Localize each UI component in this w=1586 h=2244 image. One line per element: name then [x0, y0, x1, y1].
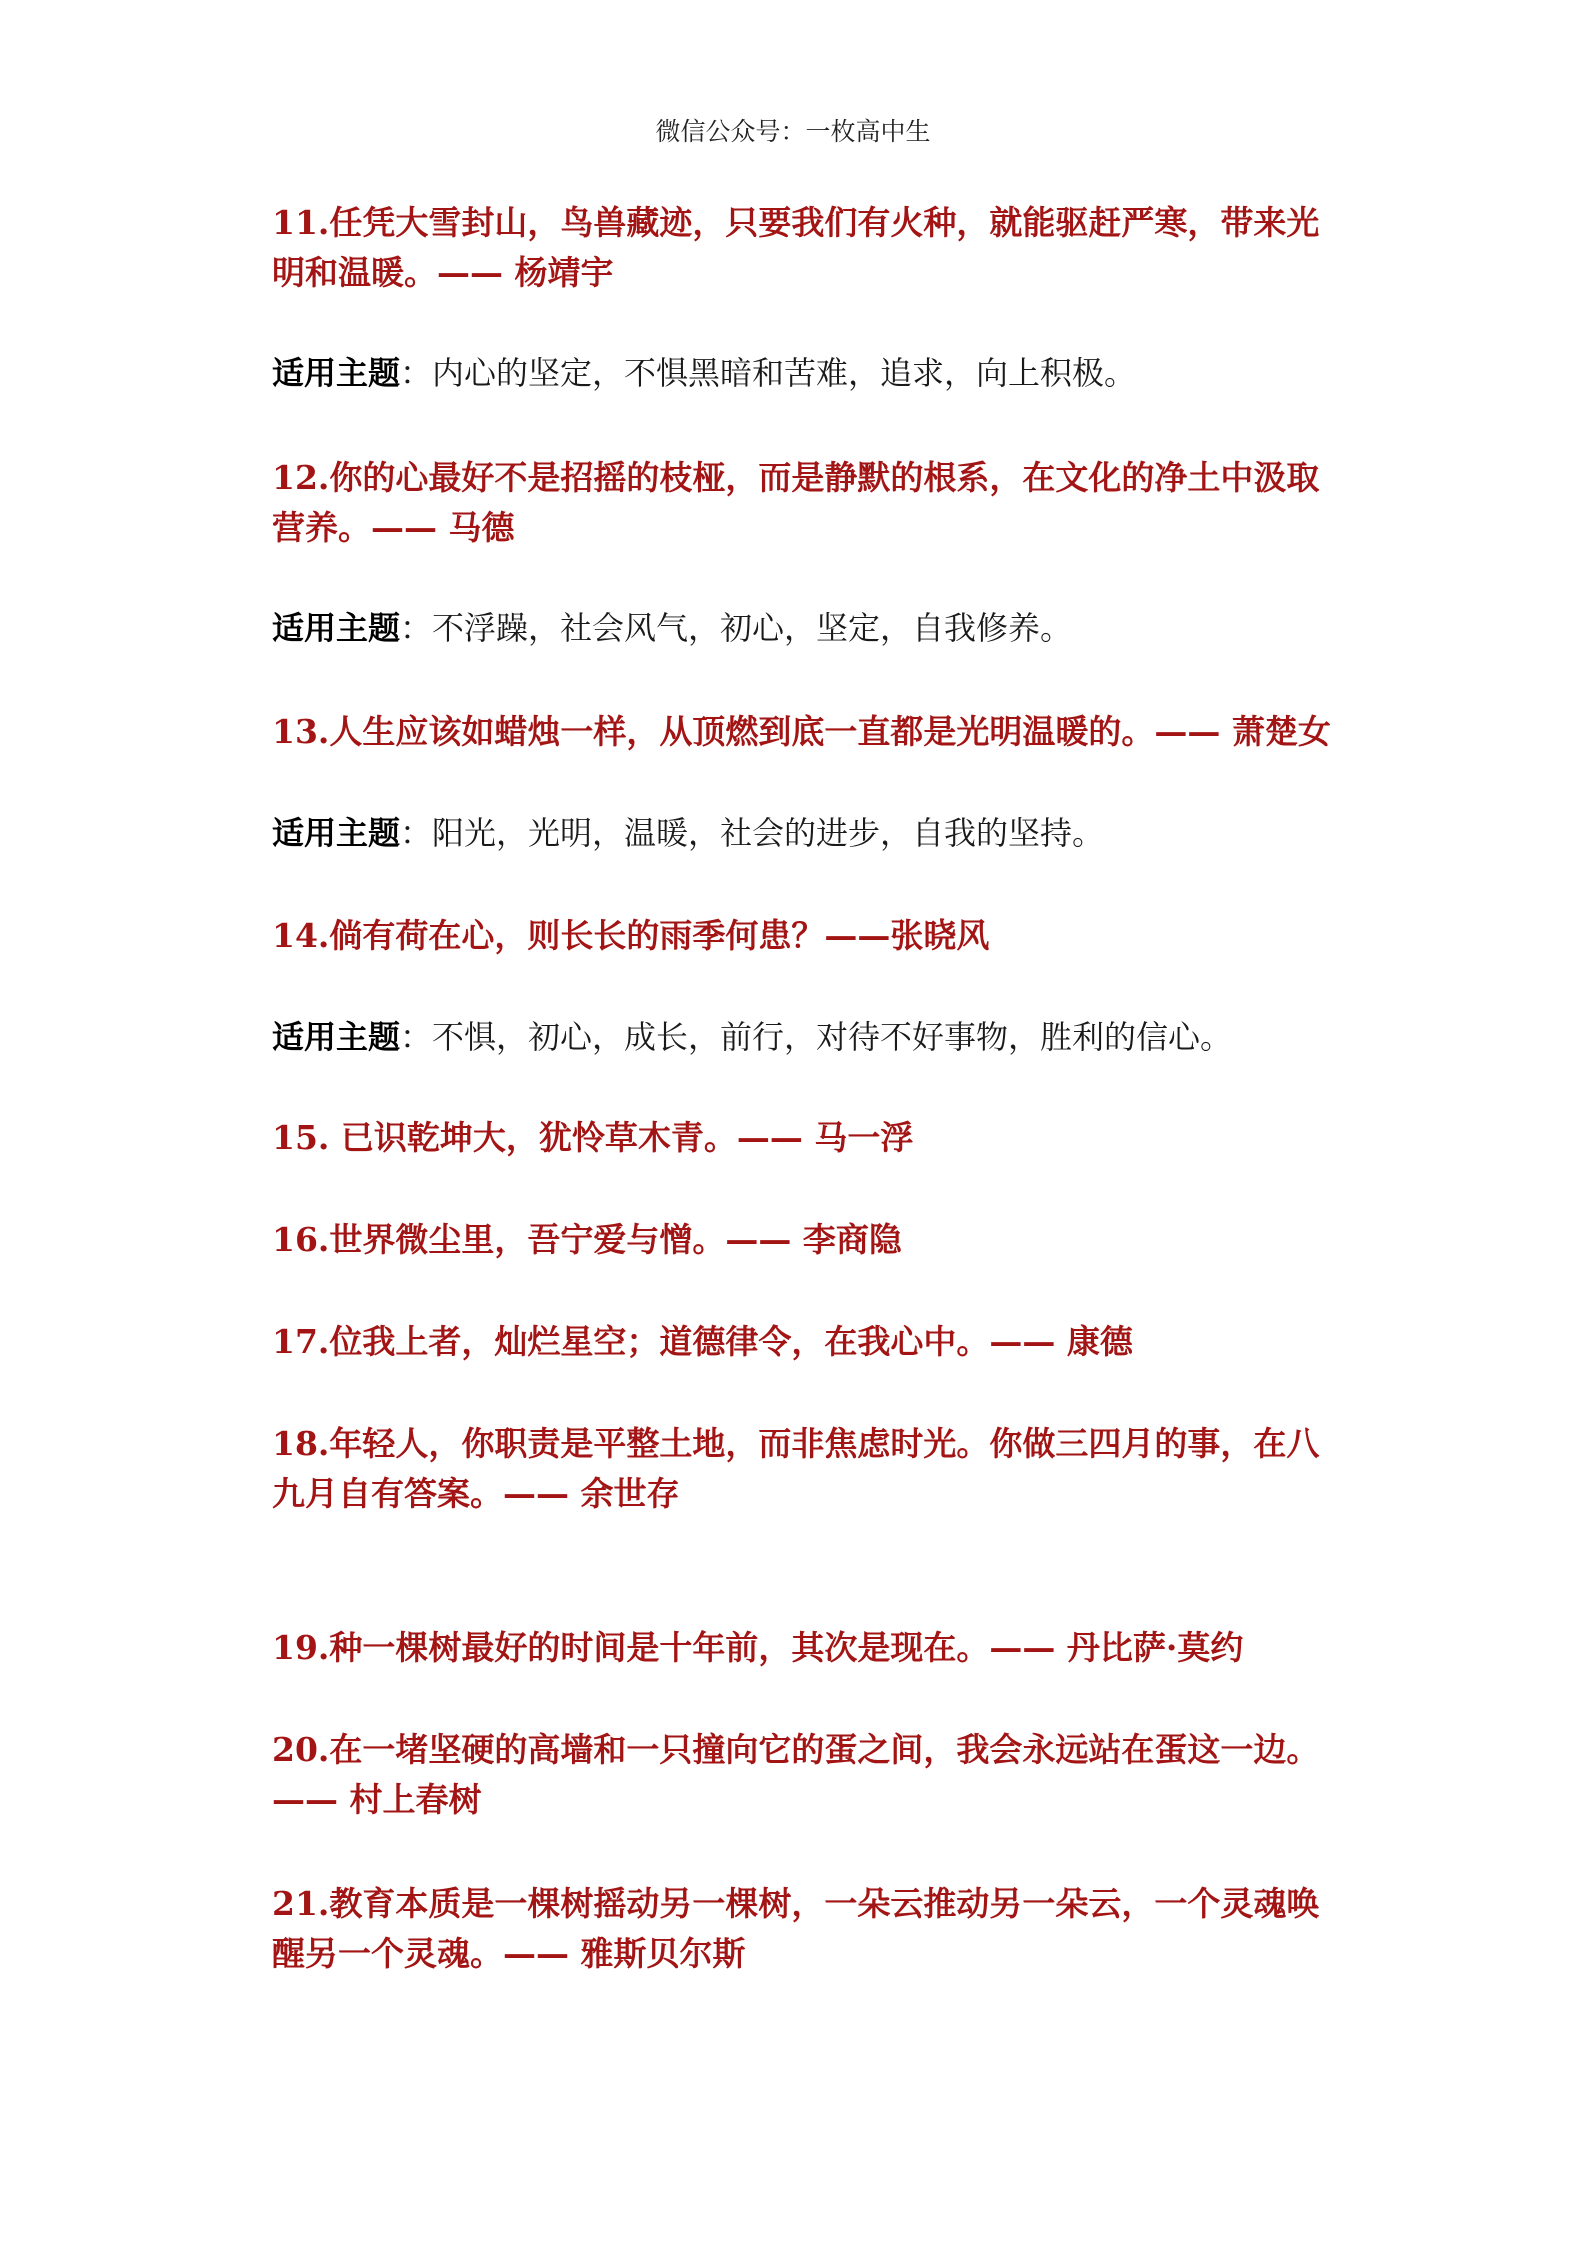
- theme-text: 不浮躁，社会风气，初心，坚定，自我修养。: [432, 609, 1073, 647]
- theme-line: [272, 1012, 1342, 1062]
- theme-line: [272, 808, 1342, 858]
- quote-item: 19.种一棵树最好的时间是十年前，其次是现在。—— 丹比萨·莫约: [272, 1628, 1244, 1667]
- theme-label: 适用主题: [272, 354, 401, 392]
- theme-separator: ：: [400, 814, 433, 852]
- quote-item: 21.教育本质是一棵树摇动另一棵树，一朵云推动另一朵云，一个灵魂唤醒另一个灵魂。—— 雅斯贝尔斯: [272, 1884, 1320, 1973]
- quote-item: 17.位我上者，灿烂星空；道德律令，在我心中。—— 康德: [272, 1322, 1133, 1361]
- quote-item: 12.你的心最好不是招摇的枝桠，而是静默的根系，在文化的净土中汲取营养。—— 马德: [272, 458, 1320, 547]
- theme-text: 不惧，初心，成长，前行，对待不好事物，胜利的信心。: [432, 1018, 1233, 1056]
- quote-item: 14.倘有荷在心，则长长的雨季何患？——张晓风: [272, 916, 990, 955]
- page-header: 微信公众号：一枚高中生: [655, 117, 931, 146]
- theme-label: 适用主题: [272, 814, 401, 852]
- quote-item: 13.人生应该如蜡烛一样，从顶燃到底一直都是光明温暖的。—— 萧楚女: [272, 712, 1331, 751]
- quote-item: 11.任凭大雪封山，鸟兽藏迹，只要我们有火种，就能驱赶严寒，带来光明和温暖。—— 杨靖宇: [272, 203, 1320, 292]
- quote-item: 18.年轻人，你职责是平整土地，而非焦虑时光。你做三四月的事，在八九月自有答案。—— 余世存: [272, 1424, 1320, 1513]
- theme-text: 阳光，光明，温暖，社会的进步，自我的坚持。: [432, 814, 1105, 852]
- theme-text: 内心的坚定，不惧黑暗和苦难，追求，向上积极。: [432, 354, 1137, 392]
- theme-separator: ：: [400, 609, 433, 647]
- theme-line: [272, 348, 1342, 398]
- quote-item: 15. 已识乾坤大，犹怜草木青。—— 马一浮: [272, 1118, 914, 1157]
- theme-line: [272, 603, 1342, 653]
- theme-label: 适用主题: [272, 609, 401, 647]
- quote-item: 16.世界微尘里，吾宁爱与憎。—— 李商隐: [272, 1220, 902, 1259]
- quote-item: 20.在一堵坚硬的高墙和一只撞向它的蛋之间，我会永远站在蛋这一边。—— 村上春树: [272, 1730, 1320, 1819]
- theme-separator: ：: [400, 1018, 433, 1056]
- theme-label: 适用主题: [272, 1018, 401, 1056]
- theme-separator: ：: [400, 354, 433, 392]
